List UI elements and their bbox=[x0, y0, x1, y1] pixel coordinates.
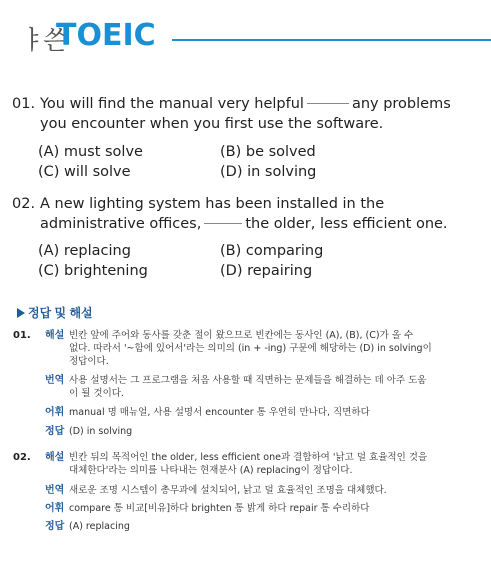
explanation-line: 빈칸 뒤의 목적어인 the older, less efficient one과 결합하여 '낡고 덜 효율적인 것을 bbox=[69, 452, 428, 463]
question-text: any problems bbox=[351, 96, 451, 112]
option-c[interactable]: (C) will solve bbox=[38, 164, 131, 180]
explanation-line: 대체한다'라는 의미를 나타내는 현재분사 (A) replacing이 정답이다. bbox=[69, 465, 353, 476]
option-a[interactable]: (A) replacing bbox=[38, 243, 131, 259]
question-text: you encounter when you first use the software. bbox=[40, 116, 384, 132]
brand-logo: ㅑ쓴 bbox=[20, 26, 67, 56]
triangle-icon bbox=[17, 308, 25, 318]
option-d[interactable]: (D) in solving bbox=[220, 164, 317, 180]
explanation-line: 빈칸 앞에 주어와 동사를 갖춘 절이 왔으므로 빈칸에는 동사인 (A), (B), (C)가 올 수 bbox=[69, 330, 414, 341]
answer-tag: 정답 bbox=[45, 426, 65, 437]
question-text: You will find the manual very helpful bbox=[40, 96, 304, 112]
option-a[interactable]: (A) must solve bbox=[38, 144, 143, 160]
explanation-tag: 해설 bbox=[45, 330, 65, 341]
answer-text: (D) in solving bbox=[69, 426, 133, 437]
translation-line: 새로운 조명 시스템이 총무과에 설치되어, 낡고 덜 효율적인 조명을 대체했다. bbox=[69, 485, 387, 496]
question-text: the older, less efficient one. bbox=[245, 216, 448, 232]
question-number: 01. bbox=[12, 96, 36, 112]
brand-title: TOEIC bbox=[56, 18, 156, 53]
vocab-text: manual 명 매뉴얼, 사용 설명서 encounter 통 우연히 만나다, 직면하다 bbox=[69, 407, 370, 418]
answer-heading-text: 정답 및 해설 bbox=[28, 306, 93, 320]
explanation-number: 01. bbox=[13, 330, 31, 341]
answer-blank bbox=[204, 223, 242, 224]
answer-blank bbox=[307, 103, 349, 104]
header-rule bbox=[172, 39, 491, 41]
page-header bbox=[0, 14, 491, 58]
vocab-tag: 어휘 bbox=[45, 407, 65, 418]
question-text: administrative offices, bbox=[40, 216, 202, 232]
explanation-tag: 해설 bbox=[45, 452, 65, 463]
option-d[interactable]: (D) repairing bbox=[220, 263, 313, 279]
question-2 bbox=[12, 194, 448, 234]
explanation-number: 02. bbox=[13, 452, 31, 463]
explanation-2 bbox=[13, 451, 483, 541]
translation-line: 사용 설명서는 그 프로그램을 처음 사용할 때 직면하는 문제들을 해결하는 데 아주 도움 bbox=[69, 375, 427, 386]
translation-line: 이 될 것이다. bbox=[69, 388, 124, 399]
question-1 bbox=[12, 94, 451, 134]
vocab-tag: 어휘 bbox=[45, 503, 65, 514]
explanation-line: 정답이다. bbox=[69, 356, 109, 367]
vocab-text: compare 통 비교[비유]하다 brighten 통 밝게 하다 repair 통 수리하다 bbox=[69, 503, 370, 514]
option-b[interactable]: (B) comparing bbox=[220, 243, 324, 259]
translation-tag: 번역 bbox=[45, 485, 65, 496]
option-b[interactable]: (B) be solved bbox=[220, 144, 316, 160]
answer-text: (A) replacing bbox=[69, 521, 130, 532]
answer-section-heading bbox=[17, 304, 93, 321]
option-c[interactable]: (C) brightening bbox=[38, 263, 148, 279]
answer-tag: 정답 bbox=[45, 521, 65, 532]
explanation-line: 없다. 따라서 '~함에 있어서'라는 의미의 (in + -ing) 구문에 해당하는 (D) in solving이 bbox=[69, 343, 432, 354]
question-number: 02. bbox=[12, 196, 36, 212]
explanation-1 bbox=[13, 329, 483, 439]
translation-tag: 번역 bbox=[45, 375, 65, 386]
question-text: A new lighting system has been installed in the bbox=[40, 196, 385, 212]
